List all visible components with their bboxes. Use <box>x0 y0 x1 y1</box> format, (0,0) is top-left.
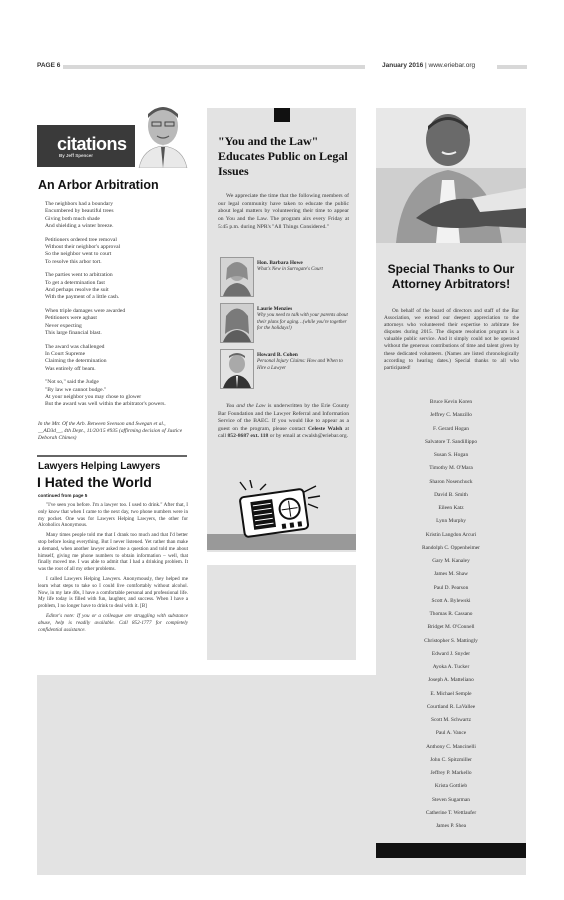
arbitrator-name: John C. Spitzmiller <box>430 756 472 763</box>
arbitrator-name: Kristin Langdon Arcuri <box>425 531 477 538</box>
thanks-intro <box>384 308 519 372</box>
poem-line: Claiming the determination <box>45 358 107 365</box>
arbitrator-name: Sharon Nosenchuck <box>429 478 473 485</box>
sponsor-text: is underwritten by the Erie County Bar Foundation and the Lawyer Referral and Information Service of the BAEC. If you would like to appear as a guest on the program, please contact <box>218 403 350 432</box>
handshake-photo <box>376 108 526 243</box>
thanks-paragraph: On behalf of the board of directors and staff of the Bar Association, we extend our deepest appreciation to the attorneys who volunteered their expertise to arbitrate fee disputes during 2015. The dispute resolution program is a valuable public service. And it simply could not be operated without the generous contributions of time and talent given by these dedicated volunteers. (Names are listed chronologically according to hearing dates.) Special thanks to all who participated! <box>384 308 519 371</box>
poem-stanza <box>45 308 187 338</box>
guest-name: Hon. Barbara Howe <box>257 260 303 266</box>
arbitrator-name: Jeffrey P. Markello <box>430 770 472 776</box>
program-name: You and the Law <box>226 403 266 409</box>
poem-stanza <box>45 379 187 409</box>
arbitrator-name: Randolph C. Oppenheimer <box>422 544 480 551</box>
article-title-arbor: An Arbor Arbitration <box>38 178 159 192</box>
poem-line: Never expecting <box>45 322 82 329</box>
arbitrator-name: Paul A. Vance <box>435 730 467 737</box>
llh-title: I Hated the World <box>37 474 152 490</box>
panel-bottom-bar <box>376 843 526 858</box>
site-url[interactable]: | www.eriebar.org <box>423 62 476 69</box>
poem-line: At your neighbor you may chose to glower <box>45 393 142 400</box>
blank-panel <box>207 565 356 660</box>
arbitrator-name: Edward J. Snyder <box>431 650 471 657</box>
poem-line: With the payment of a little cash. <box>45 294 120 301</box>
arbitrator-name: Scott A. Bylewski <box>431 597 471 604</box>
arbitrator-name: Catherine T. Wettlaufer <box>425 809 477 816</box>
poem-stanza <box>45 201 187 231</box>
poem-line: When triple damages were awarded <box>45 307 126 314</box>
case-citation: In the Mtr. Of the Arb. Between Svenson and Swegan et al., __AD3d__, 4th Dept., 11/20/15 #935 (affirming decision of Justice Deborah Chimes) <box>38 421 183 441</box>
thanks-title: Special Thanks to Our Attorney Arbitrators! <box>387 262 515 291</box>
poem-stanza <box>45 272 187 302</box>
arbitrator-name: David B. Smith <box>434 491 468 498</box>
poem-line: To get a determination fast <box>45 279 105 286</box>
editor-note: Editor's note: If you or a colleague are struggling with substance abuse, help is readily available. Call 852-1777 for completely confidential assistance. <box>38 612 188 633</box>
guest-photo <box>220 303 254 343</box>
section-divider <box>37 455 187 457</box>
poem-line: And perhaps resolve the suit <box>45 287 109 294</box>
intro-paragraph: We appreciate the time that the following members of our legal community have taken to educate the public about legal matters by volunteering their time to appear on You and the Law. The program airs every Friday at 5:45 p.m. during NPR's "All Things Considered." <box>218 193 349 230</box>
you-and-law-sponsor <box>218 403 349 441</box>
guest-topic: Why you need to talk with your parents about their plans for aging…(while you're together for the holidays!) <box>257 313 348 331</box>
arbitrator-name: Ayoka A. Tucker <box>432 664 470 670</box>
llh-paragraph: Many times people told me that I drank too much and that I'd better stop before losing everything. But I never listened. Yet rather than make a demand, when another lawyer asked me a question and told me about himself, giving me phone numbers to obtain information – well, that finally moved me. I was able to admit that I had a drinking problem. It was the root of all my other problems. <box>38 532 188 573</box>
poem-line: The neighbors had a boundary <box>45 201 114 207</box>
poem-line: "By law we cannot budge." <box>45 386 107 393</box>
arbitrator-name: Krista Gottlieb <box>434 783 468 790</box>
poem-line: Giving both much shade <box>45 215 100 222</box>
guest-entry <box>220 349 350 395</box>
guest-name: Laurie Menzies <box>257 306 293 312</box>
author-portrait <box>135 100 190 168</box>
arbitrator-name: Susan S. Hogan <box>433 452 469 458</box>
guest-topic: Personal Injury Claims: How and When to Hire a Lawyer <box>257 359 343 371</box>
contact-email[interactable]: or by email at cwalsh@eriebar.org. <box>268 433 349 440</box>
arbor-poem <box>45 201 187 415</box>
arbitrator-name: Salvatore T. Sandillippo <box>424 438 478 445</box>
guest-topic: What's New in Surrogate's Court <box>257 267 323 272</box>
header-rule-right <box>497 65 527 69</box>
arbitrator-name: Bruce Kevin Koren <box>429 399 473 405</box>
arbitrator-name: E. Michael Semple <box>430 690 472 697</box>
poem-line: And shielding a winter breeze. <box>45 223 114 230</box>
poem-line: The parties went to arbitration <box>45 272 113 279</box>
page-header <box>37 62 527 72</box>
llh-kicker: Lawyers Helping Lawyers <box>38 461 161 472</box>
poem-line: This large financial blast. <box>45 330 102 337</box>
poem-line: "Not so," said the Judge <box>45 379 99 386</box>
guest-entry <box>220 303 350 349</box>
sponsor-text-mid: at call <box>218 425 349 440</box>
issue-month: January 2016 <box>382 62 424 69</box>
contact-name: Celeste Walsh <box>307 425 343 432</box>
arbitrator-name: Thomas R. Cassano <box>429 611 473 617</box>
poem-line: In Court Supreme <box>45 350 86 357</box>
arbitrator-name: F. Gerard Hogan <box>433 425 469 432</box>
arbitrator-name: Gary M. Kanaley <box>432 558 470 564</box>
page-number: PAGE 6 <box>37 62 61 69</box>
poem-line: The award was challenged <box>45 343 105 350</box>
guest-photo <box>220 349 254 389</box>
arbitrator-list <box>376 396 526 833</box>
citations-byline: By Jeff Spencer <box>59 153 94 158</box>
arbitrator-name: Bridget M. O'Connell <box>427 624 475 631</box>
guest-name: Howard B. Cohen <box>257 352 298 358</box>
poem-line: To resolve this arbor tort. <box>45 258 102 265</box>
header-rule-left <box>63 65 365 69</box>
poem-line: So the neighbor went to court <box>45 251 112 258</box>
radio-illustration <box>226 480 336 540</box>
llh-paragraph: "I've seen you before. I'm a lawyer too. I used to drink." After that, I only know that when I came to the next day, two phone numbers were in my pocket. One was for Lawyers Helping Lawyers, the other for Alcoholics Anonymous. <box>38 502 188 529</box>
arbitrator-name: Timothy M. O'Mara <box>429 465 473 472</box>
you-and-law-title: "You and the Law" Educates Public on Legal Issues <box>218 134 348 178</box>
guest-entry <box>220 257 350 303</box>
arbitrator-name: Paul D. Pearson <box>433 584 469 591</box>
arbitrator-name: Lynn Murphy <box>436 518 466 525</box>
contact-phone[interactable]: 852-8687 ext. 118 <box>227 433 269 440</box>
poem-stanza <box>45 237 187 267</box>
poem-line: Without their neighbor's approval <box>45 244 121 251</box>
guest-photo <box>220 257 254 297</box>
llh-story <box>38 502 188 636</box>
poem-line: But the award was well within the arbitrator's powers. <box>45 401 166 408</box>
poem-line: Petitioners ordered tree removal <box>45 236 117 243</box>
poem-line: Petitioners were aghast <box>45 315 97 322</box>
arbitrator-name: Christopher S. Mattingly <box>424 637 478 644</box>
arbitrator-name: Courtland R. LaVallee <box>426 703 476 710</box>
arbitrator-name: Joseph A. Matteliano <box>428 677 474 684</box>
poem-line: Encumbered by beautiful trees <box>45 208 114 215</box>
issue-date <box>382 62 475 69</box>
arbitrator-name: James P. Shea <box>435 823 467 829</box>
arbitrator-name: Anthony C. Mancinelli <box>426 743 476 750</box>
continued-note: continued from page 5 <box>38 493 88 498</box>
arbitrator-name: Eileen Katz <box>438 505 464 511</box>
panel-tab-marker <box>274 108 290 122</box>
poem-line: Was entirely off beam. <box>45 365 96 372</box>
llh-paragraph: I called Lawyers Helping Lawyers. Anonymously, they helped me learn what steps to take so I could live comfortably without alcohol. Now, in my late 40s, I have a comfortable personal and professional life. My life today is filled with fun, laughter, and success. When I have a problem, I no longer have to drink to deal with it. [B] <box>38 575 188 610</box>
arbitrator-name: Scott M. Schwartz <box>431 717 471 723</box>
poem-stanza <box>45 344 187 374</box>
arbitrator-name: Steven Sugarman <box>432 796 470 803</box>
sponsor-paragraph <box>218 403 349 441</box>
citations-title: citations <box>57 134 127 154</box>
arbitrator-name: James M. Shaw <box>434 571 468 578</box>
arbitrator-name: Jeffrey C. Manzillo <box>430 412 472 419</box>
you-and-law-intro <box>218 193 349 232</box>
